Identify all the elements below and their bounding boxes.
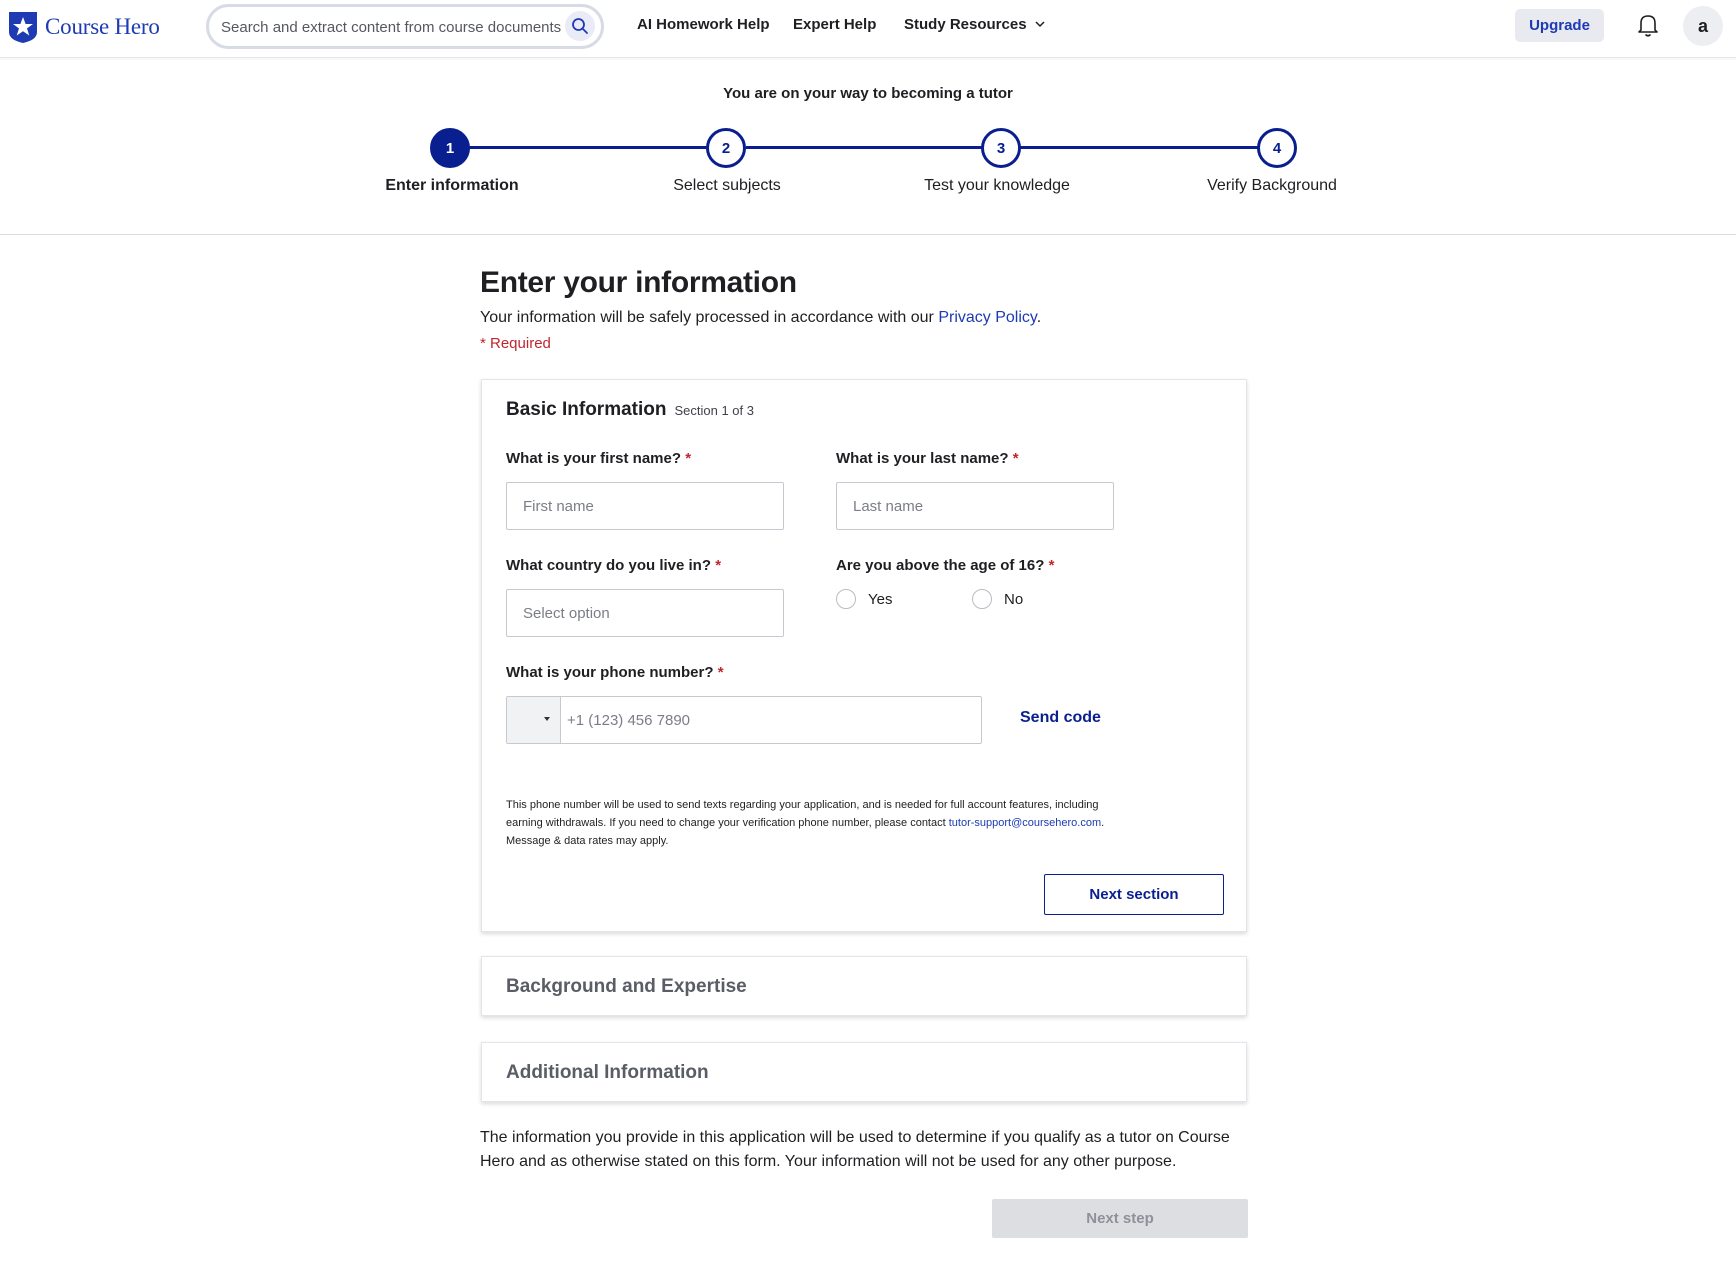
logo-text: Course Hero — [45, 14, 160, 39]
age-label-text: Are you above the age of 16? — [836, 557, 1045, 574]
section-header — [506, 399, 754, 421]
progress-stepper — [0, 58, 1736, 235]
progress-title: You are on your way to becoming a tutor — [723, 85, 1013, 102]
last-name-label — [836, 450, 1019, 467]
search-button[interactable] — [565, 11, 595, 41]
caret-down-icon — [544, 717, 550, 721]
page-intro — [480, 266, 1248, 352]
step-4-label: Verify Background — [1207, 177, 1337, 194]
search-bar — [206, 4, 604, 49]
required-star: * — [717, 664, 724, 681]
age-yes-radio[interactable] — [836, 589, 892, 609]
required-star: * — [715, 557, 722, 574]
nav-expert-help[interactable]: Expert Help — [793, 16, 877, 33]
age-no-label: No — [1004, 590, 1024, 608]
radio-circle[interactable] — [836, 589, 856, 609]
top-header — [0, 0, 1736, 58]
country-select[interactable] — [506, 589, 784, 637]
required-note: * Required — [480, 335, 551, 352]
step-connector — [1020, 146, 1258, 149]
privacy-intro-end: . — [1036, 309, 1042, 326]
upgrade-button[interactable]: Upgrade — [1515, 9, 1604, 42]
search-input[interactable] — [221, 15, 561, 39]
age-no-radio[interactable] — [972, 589, 1023, 609]
last-name-input[interactable] — [836, 482, 1114, 530]
first-name-label — [506, 450, 691, 467]
next-step-button[interactable]: Next step — [992, 1199, 1248, 1238]
nav-ai-homework-help[interactable]: AI Homework Help — [637, 16, 770, 33]
section-title: Basic Information — [506, 399, 667, 420]
step-3-circle: 3 — [981, 128, 1021, 168]
last-name-label-text: What is your last name? — [836, 450, 1009, 467]
phone-field — [506, 696, 982, 744]
background-expertise-title: Background and Expertise — [506, 976, 747, 997]
additional-information-title: Additional Information — [506, 1062, 709, 1083]
age-label — [836, 557, 1054, 574]
step-2-label: Select subjects — [673, 177, 781, 194]
first-name-input[interactable] — [506, 482, 784, 530]
privacy-intro — [480, 309, 1248, 327]
country-label-text: What country do you live in? — [506, 557, 712, 574]
step-connector — [450, 146, 712, 149]
phone-input[interactable] — [567, 708, 967, 732]
search-icon — [571, 17, 589, 35]
chevron-down-icon — [1035, 21, 1045, 28]
next-section-button[interactable]: Next section — [1044, 874, 1224, 915]
page-title: Enter your information — [480, 266, 797, 299]
step-connector — [746, 146, 982, 149]
nav-study-resources[interactable] — [904, 16, 1045, 33]
age-yes-label: Yes — [868, 590, 893, 608]
country-code-dropdown[interactable] — [507, 697, 561, 743]
tutor-support-email-link[interactable]: tutor-support@coursehero.com — [948, 817, 1102, 829]
user-avatar[interactable]: a — [1683, 6, 1723, 46]
disclaimer-text: This phone number will be used to send texts regarding your application, and is needed for full account features, including earning withdrawals. If you need to change your verification phone number, please contact — [506, 799, 1099, 829]
privacy-policy-link[interactable]: Privacy Policy — [938, 309, 1037, 326]
course-hero-logo[interactable] — [7, 10, 160, 44]
step-1-label: Enter information — [385, 177, 519, 194]
country-label — [506, 557, 721, 574]
section-counter: Section 1 of 3 — [674, 403, 754, 418]
step-2-circle: 2 — [706, 128, 746, 168]
privacy-intro-text: Your information will be safely processed in accordance with our — [480, 309, 939, 326]
additional-information-section[interactable] — [481, 1042, 1247, 1102]
phone-disclaimer — [506, 796, 1126, 850]
radio-circle[interactable] — [972, 589, 992, 609]
bell-icon[interactable] — [1636, 12, 1660, 38]
required-star: * — [1012, 450, 1019, 467]
required-star: * — [685, 450, 692, 467]
application-usage-note: The information you provide in this application will be used to determine if you qualify as a tutor on Course Hero and as otherwise stated on this form. Your information will not be used for any other purpose. — [480, 1129, 1230, 1170]
background-expertise-section[interactable] — [481, 956, 1247, 1016]
disclaimer-end: . Message & data rates may apply. — [506, 817, 1105, 847]
country-select-placeholder: Select option — [523, 605, 610, 622]
first-name-label-text: What is your first name? — [506, 450, 682, 467]
basic-information-section — [481, 379, 1247, 932]
send-code-button[interactable]: Send code — [1020, 709, 1101, 726]
step-3-label: Test your knowledge — [924, 177, 1070, 194]
phone-label-text: What is your phone number? — [506, 664, 714, 681]
course-hero-shield-icon — [7, 10, 39, 44]
required-star: * — [1048, 557, 1055, 574]
step-1-circle: 1 — [430, 128, 470, 168]
phone-label — [506, 664, 724, 681]
nav-study-resources-label: Study Resources — [904, 16, 1027, 33]
step-4-circle: 4 — [1257, 128, 1297, 168]
